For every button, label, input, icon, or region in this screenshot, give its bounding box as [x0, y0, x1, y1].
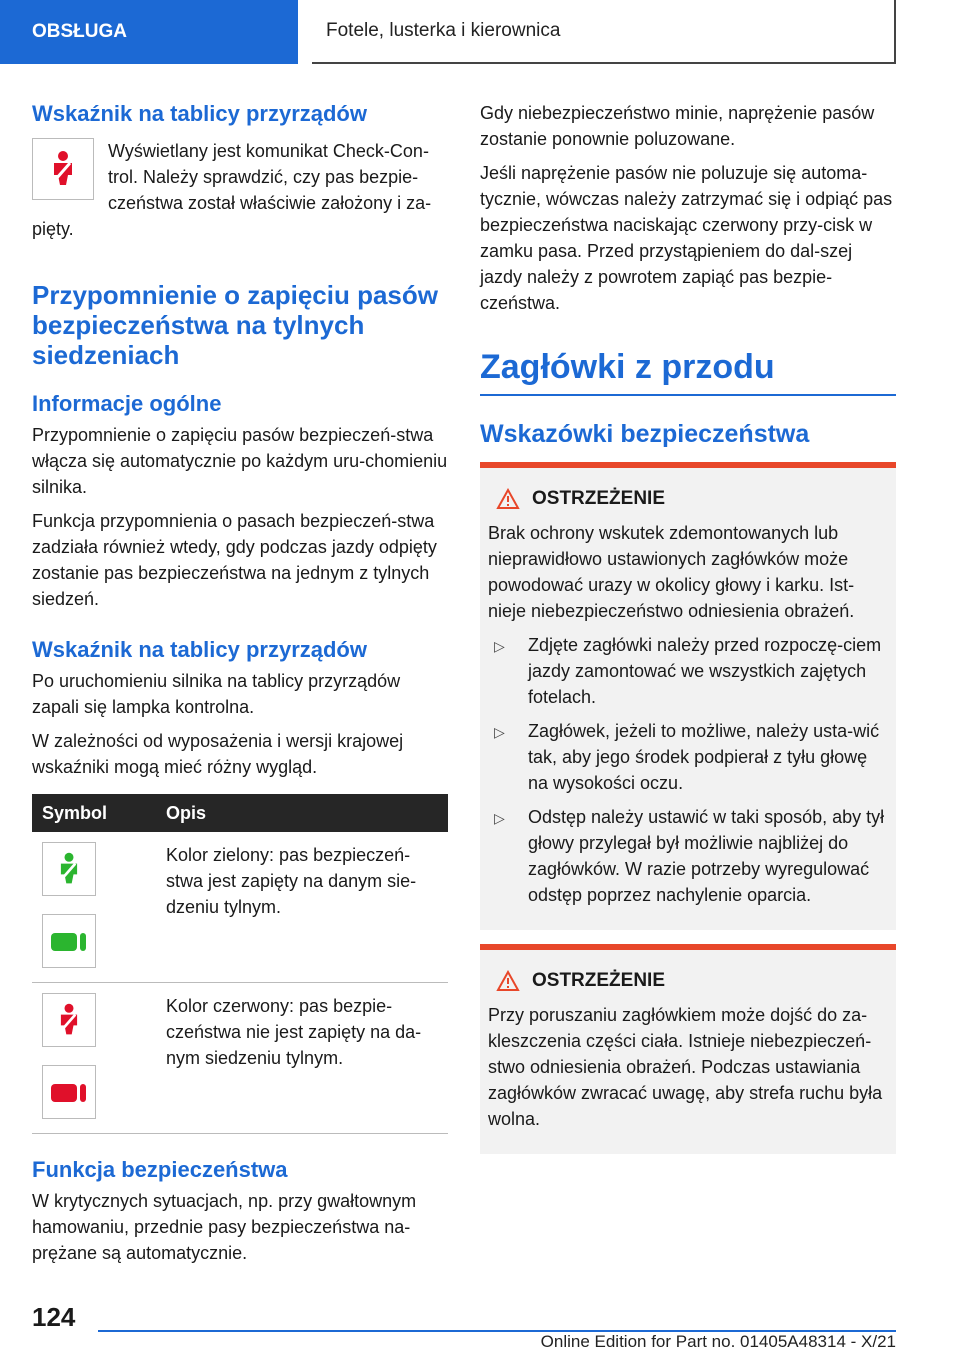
seatbelt-red-icon: [42, 993, 96, 1047]
footer-edition: Online Edition for Part no. 01405A48314 - X/21: [540, 1332, 896, 1351]
indicator-2-text-b: W zależności od wyposażenia i wersji krajowej wskaźniki mogą mieć różny wygląd.: [32, 731, 404, 777]
seatbelt-red-icon: [32, 138, 94, 200]
safety-function-text: W krytycznych sytuacjach, np. przy gwałtownym hamowaniu, przednie pasy bezpieczeństwa na-prężane są automatycznie.: [32, 1191, 417, 1263]
list-item: [488, 632, 888, 710]
table-cell-green-desc: Kolor zielony: pas bezpieczeń-stwa jest zapięty na danym sie-dzeniu tylnym.: [156, 832, 448, 983]
triangle-bullet-icon: ▷: [494, 810, 505, 826]
tension-manual-text: Jeśli naprężenie pasów nie poluzuje się automa-tycznie, wówczas należy zatrzymać się i odpiąć pas bezpieczeństwa naciskając czerwony przy-cisk w zamku pasa. Przed przystąpieniem do dal-szej jazdy należy z powrotem zapiąć pas bezpie-czeństwa.: [480, 163, 893, 313]
symbol-table: [32, 794, 448, 1134]
warning-title-1: [496, 488, 888, 510]
table-row: [32, 983, 448, 1134]
general-text-2: Funkcja przypomnienia o pasach bezpieczeń-stwa zadziała również wtedy, gdy podczas jazdy odpięty zostanie pas bezpieczeństwa na jednym z tylnych siedzeń.: [32, 511, 437, 609]
tension-release-text: Gdy niebezpieczeństwo minie, naprężenie pasów zostanie ponownie poluzowane.: [480, 103, 875, 149]
header-chapter: [312, 0, 896, 64]
warning-title-2-label: OSTRZEŻENIE: [532, 970, 666, 991]
heading-front-headrests: Zagłówki z przodu: [480, 348, 775, 386]
indicator-1-text: Wyświetlany jest komunikat Check-Con-trol. Należy sprawdzić, czy pas bezpie-czeństwa został właściwie założony i za-pięty.: [32, 141, 432, 239]
heading-indicator-2: Wskaźnik na tablicy przyrządów: [32, 637, 367, 662]
page-number: 124: [32, 1302, 76, 1332]
heading-safety-notes: Wskazówki bezpieczeństwa: [480, 420, 810, 448]
warning-1-text: Brak ochrony wskutek zdemontowanych lub nieprawidłowo ustawionych zagłówków może powodować urazy w okolicy głowy i karku. Ist-nieje niebezpieczeństwo odniesienia obrażeń.: [488, 523, 855, 621]
list-item-text: Zdjęte zagłówki należy przed rozpoczę-ciem jazdy zamontować we wszystkich zajętych fotelach.: [528, 635, 882, 707]
heading-underline: [480, 394, 896, 396]
warning-2-text: Przy poruszaniu zagłówkiem może dojść do za-kleszczenia części ciała. Istnieje niebezpieczeń-stwo odniesienia obrażeń. Podczas ustawiania zagłówków zwracać uwagę, aby strefa ruchu była wolna.: [488, 1005, 883, 1129]
table-cell-symbol: [32, 832, 156, 983]
warning-box-1: [480, 462, 896, 930]
list-item-text: Odstęp należy ustawić w taki sposób, aby tył głowy przylegał był możliwie najbliżej do zagłówków. W razie potrzeby wyregulować odstęp poprzez nachylenie oparcia.: [528, 807, 885, 905]
warning-triangle-icon: [496, 488, 520, 510]
warning-triangle-icon: [496, 970, 520, 992]
list-item: [488, 718, 888, 796]
warning-title-2: [496, 970, 888, 992]
warning-box-2: [480, 944, 896, 1154]
table-cell-symbol: [32, 983, 156, 1134]
triangle-bullet-icon: ▷: [494, 638, 505, 654]
general-text-1: Przypomnienie o zapięciu pasów bezpieczeń-stwa włącza się automatycznie po każdym uru-chomieniu silnika.: [32, 425, 448, 497]
list-item: [488, 804, 888, 908]
triangle-bullet-icon: ▷: [494, 724, 505, 740]
indicator-1-block: [32, 138, 448, 250]
seatbelt-green-icon: [42, 842, 96, 896]
table-header-desc: Opis: [156, 794, 448, 832]
seat-green-icon: [42, 914, 96, 968]
table-cell-red-desc: Kolor czerwony: pas bezpie-czeństwa nie jest zapięty na da-nym siedzeniu tylnym.: [156, 983, 448, 1134]
list-item-text: Zagłówek, jeżeli to możliwe, należy usta-wić tak, aby jego środek podpierał z tyłu głowę na wysokości oczu.: [528, 721, 880, 793]
table-row: [32, 832, 448, 983]
header-section: [0, 0, 298, 64]
heading-rear-reminder: Przypomnienie o zapięciu pasów bezpieczeństwa na tylnych siedzeniach: [32, 280, 438, 370]
heading-safety-function: Funkcja bezpieczeństwa: [32, 1157, 288, 1182]
table-header-symbol: Symbol: [32, 794, 156, 832]
warning-title-1-label: OSTRZEŻENIE: [532, 488, 666, 509]
heading-general-info: Informacje ogólne: [32, 391, 222, 416]
seat-red-icon: [42, 1065, 96, 1119]
indicator-2-text-a: Po uruchomieniu silnika na tablicy przyrządów zapali się lampka kontrolna.: [32, 671, 401, 717]
left-column: [32, 100, 448, 1274]
heading-indicator-1: Wskaźnik na tablicy przyrządów: [32, 101, 367, 126]
header-section-label: OBSŁUGA: [32, 21, 127, 42]
header-chapter-label: Fotele, lusterka i kierownica: [326, 20, 561, 41]
warning-1-list: [488, 632, 888, 908]
right-column: [480, 100, 896, 1168]
